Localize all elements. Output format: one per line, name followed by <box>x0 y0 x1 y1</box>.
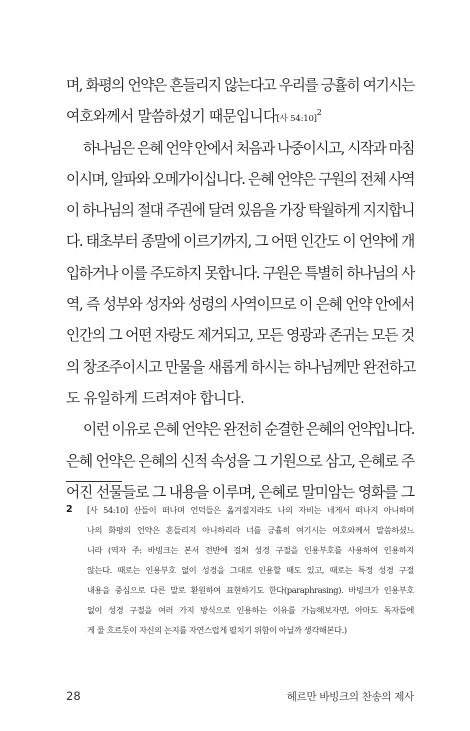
text-line: 입하거나 이를 주도하지 못합니다. 구원은 특별히 하나님의 사 <box>66 264 414 282</box>
footnote-line: 니라 (역자 주: 바빙크는 본서 전반에 걸쳐 성경 구절을 인용부호를 사용하여 인용하지 <box>87 545 414 555</box>
running-title: 헤르만 바빙크의 찬송의 제사 <box>286 691 414 703</box>
text-line: 인간의 그 어떤 자랑도 제거되고, 모든 영광과 존귀는 모든 것 <box>66 327 414 345</box>
footnote-line: [사 54:10] 산들이 떠나며 언덕들은 옮겨질지라도 나의 자비는 네게서 떠나지 아니하며 <box>87 505 414 515</box>
footnote <box>66 500 414 640</box>
footnote-marker[interactable]: 2 <box>316 108 322 118</box>
scripture-reference: [사 54:10] <box>276 114 317 125</box>
text-segment: 여호와께서 말씀하셨기 때문입니다 <box>66 108 277 126</box>
footnote-line: 내용을 중심으로 다른 말로 환원하여 표현하기도 한다(paraphrasing). 바빙크가 인용부호 <box>87 585 414 595</box>
text-line: 은혜 언약은 은혜의 신적 속성을 그 기원으로 삼고, 은혜로 주 <box>66 452 414 470</box>
text-line: 다. 태초부터 종말에 이르기까지, 그 어떤 인간도 이 언약에 개 <box>66 233 414 251</box>
text-line: 역, 즉 성부와 성자와 성령의 사역이므로 이 은혜 언약 안에서 <box>66 296 414 314</box>
footnote-text <box>87 500 414 640</box>
text-line: 이런 이유로 은혜 언약은 완전히 순결한 은혜의 언약입니다. <box>83 421 414 439</box>
text-line: 하나님은 은혜 언약 안에서 처음과 나중이시고, 시작과 마침 <box>83 139 414 157</box>
text-line: 도 유일하게 드려져야 합니다. <box>66 389 245 407</box>
text-line: 며, 화평의 언약은 흔들리지 않는다고 우리를 긍휼히 여기시는 <box>66 77 414 94</box>
text-line <box>66 101 414 132</box>
footnote-line: 게 물 흐르듯이 자신의 논지를 자연스럽게 펼치기 위함이 아닐까 생각해본다.) <box>87 625 347 635</box>
body-text <box>66 70 414 508</box>
text-line: 이시며, 알파와 오메가이십니다. 은혜 언약은 구원의 전체 사역 <box>66 170 414 188</box>
page-number: 28 <box>66 689 81 703</box>
footnote-line: 나의 화평의 언약은 흔들리지 아니하리라 너를 긍휼히 여기시는 여호와께서 말씀하셨느 <box>87 525 414 535</box>
footnote-number: 2 <box>66 504 73 515</box>
footnote-divider <box>66 481 122 482</box>
footnote-line: 않는다. 때로는 인용부호 없이 성경을 그대로 인용할 때도 있고, 때로는 특정 성경 구절 <box>87 565 414 575</box>
text-line: 의 창조주이시고 만물을 새롭게 하시는 하나님께만 완전하고 <box>66 358 416 376</box>
text-line: 어진 선물들로 그 내용을 이루며, 은혜로 말미암는 영화를 그 <box>66 483 414 501</box>
footnote-line: 없이 성경 구절을 여러 가지 방식으로 인용하는 이유를 가늠해보자면, 아마도 독자들에 <box>87 605 414 615</box>
text-line: 이 하나님의 절대 주권에 달려 있음을 가장 탁월하게 지지합니 <box>66 202 414 220</box>
